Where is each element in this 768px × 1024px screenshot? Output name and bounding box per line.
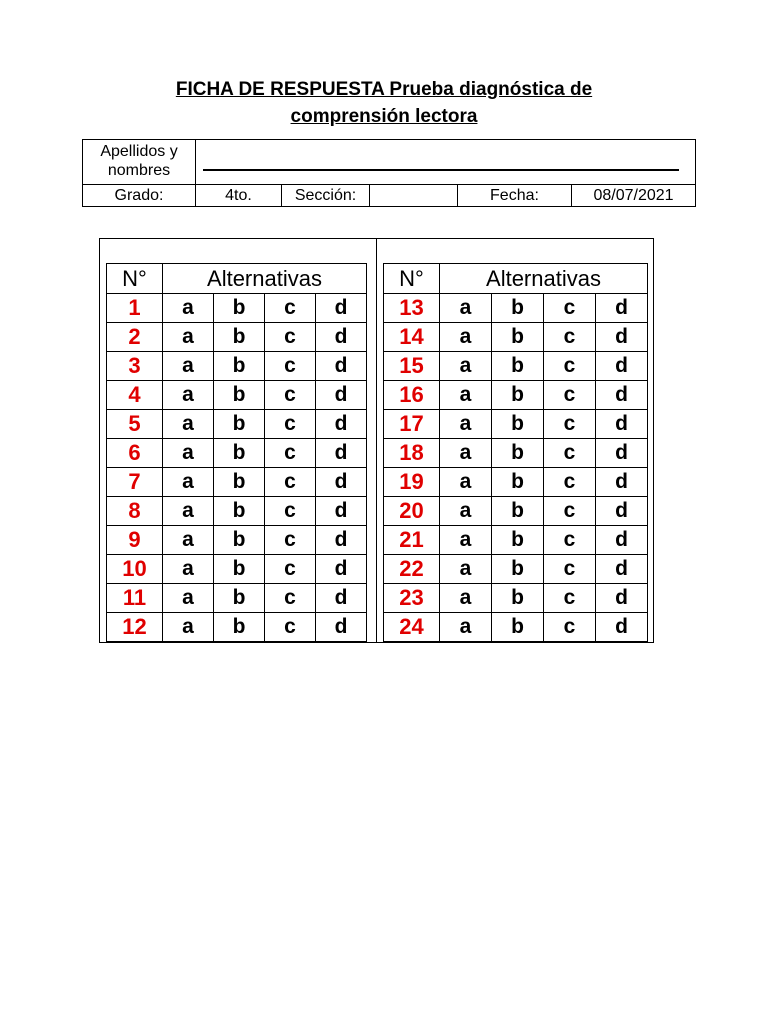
grade-label: Grado: <box>114 187 164 204</box>
option-a[interactable]: a <box>440 468 492 497</box>
option-b[interactable]: b <box>492 381 544 410</box>
option-b[interactable]: b <box>214 323 265 352</box>
option-b[interactable]: b <box>492 323 544 352</box>
question-row <box>107 497 367 526</box>
column-header-alternatives: Alternativas <box>440 264 648 294</box>
option-b[interactable]: b <box>492 613 544 642</box>
option-c[interactable]: c <box>265 410 316 439</box>
question-number: 5 <box>107 410 163 439</box>
title-line-2: comprensión lectora <box>290 106 478 127</box>
option-a[interactable]: a <box>163 294 214 323</box>
option-c[interactable]: c <box>544 613 596 642</box>
question-number: 1 <box>107 294 163 323</box>
question-row <box>384 294 648 323</box>
option-d[interactable]: d <box>596 352 648 381</box>
question-number: 16 <box>384 381 440 410</box>
question-number: 23 <box>384 584 440 613</box>
option-d[interactable]: d <box>596 584 648 613</box>
option-d[interactable]: d <box>596 294 648 323</box>
grid-header-row <box>107 264 367 294</box>
option-b[interactable]: b <box>492 468 544 497</box>
answer-grid-left <box>106 263 367 642</box>
option-a[interactable]: a <box>440 526 492 555</box>
option-d[interactable]: d <box>316 468 367 497</box>
question-row <box>107 381 367 410</box>
question-row <box>384 381 648 410</box>
option-b[interactable]: b <box>214 468 265 497</box>
option-d[interactable]: d <box>316 323 367 352</box>
option-b[interactable]: b <box>214 555 265 584</box>
date-value[interactable]: 08/07/2021 <box>593 187 674 204</box>
question-number: 6 <box>107 439 163 468</box>
answer-grid-right <box>383 263 648 642</box>
option-d[interactable]: d <box>596 381 648 410</box>
question-row <box>107 294 367 323</box>
question-number: 7 <box>107 468 163 497</box>
question-number: 8 <box>107 497 163 526</box>
question-number: 14 <box>384 323 440 352</box>
option-c[interactable]: c <box>265 497 316 526</box>
question-number: 22 <box>384 555 440 584</box>
option-b[interactable]: b <box>492 584 544 613</box>
question-number: 24 <box>384 613 440 642</box>
option-b[interactable]: b <box>492 294 544 323</box>
question-row <box>107 323 367 352</box>
option-b[interactable]: b <box>492 555 544 584</box>
question-row <box>107 468 367 497</box>
option-b[interactable]: b <box>214 381 265 410</box>
name-label: Apellidos y nombres <box>100 143 178 179</box>
option-d[interactable]: d <box>596 468 648 497</box>
question-number: 9 <box>107 526 163 555</box>
option-b[interactable]: b <box>214 584 265 613</box>
option-c[interactable]: c <box>265 294 316 323</box>
option-b[interactable]: b <box>492 526 544 555</box>
option-c[interactable]: c <box>544 468 596 497</box>
option-c[interactable]: c <box>265 439 316 468</box>
option-d[interactable]: d <box>316 613 367 642</box>
question-number: 13 <box>384 294 440 323</box>
option-a[interactable]: a <box>440 323 492 352</box>
question-row <box>107 439 367 468</box>
question-row <box>384 410 648 439</box>
question-number: 11 <box>107 584 163 613</box>
question-row <box>107 352 367 381</box>
question-number: 20 <box>384 497 440 526</box>
option-d[interactable]: d <box>316 555 367 584</box>
option-a[interactable]: a <box>440 381 492 410</box>
question-number: 21 <box>384 526 440 555</box>
column-header-number: N° <box>384 264 440 294</box>
option-c[interactable]: c <box>544 410 596 439</box>
option-a[interactable]: a <box>440 584 492 613</box>
option-d[interactable]: d <box>316 497 367 526</box>
option-b[interactable]: b <box>214 410 265 439</box>
question-row <box>107 613 367 642</box>
option-b[interactable]: b <box>214 439 265 468</box>
column-header-alternatives: Alternativas <box>163 264 367 294</box>
option-a[interactable]: a <box>440 439 492 468</box>
option-b[interactable]: b <box>214 352 265 381</box>
option-a[interactable]: a <box>163 526 214 555</box>
option-b[interactable]: b <box>492 497 544 526</box>
question-row <box>384 468 648 497</box>
section-value[interactable] <box>370 186 457 206</box>
question-row <box>107 526 367 555</box>
option-d[interactable]: d <box>596 526 648 555</box>
question-number: 12 <box>107 613 163 642</box>
question-row <box>384 352 648 381</box>
option-d[interactable]: d <box>596 497 648 526</box>
option-a[interactable]: a <box>163 613 214 642</box>
option-d[interactable]: d <box>316 294 367 323</box>
option-b[interactable]: b <box>492 410 544 439</box>
question-row <box>384 555 648 584</box>
option-d[interactable]: d <box>316 352 367 381</box>
option-d[interactable]: d <box>596 613 648 642</box>
option-a[interactable]: a <box>440 613 492 642</box>
option-c[interactable]: c <box>544 526 596 555</box>
option-c[interactable]: c <box>544 352 596 381</box>
option-a[interactable]: a <box>163 468 214 497</box>
option-b[interactable]: b <box>214 497 265 526</box>
option-b[interactable]: b <box>214 613 265 642</box>
option-a[interactable]: a <box>163 439 214 468</box>
option-a[interactable]: a <box>440 497 492 526</box>
option-c[interactable]: c <box>265 613 316 642</box>
question-number: 2 <box>107 323 163 352</box>
question-row <box>384 497 648 526</box>
option-c[interactable]: c <box>544 584 596 613</box>
question-number: 4 <box>107 381 163 410</box>
option-a[interactable]: a <box>163 323 214 352</box>
option-c[interactable]: c <box>265 468 316 497</box>
option-c[interactable]: c <box>544 323 596 352</box>
student-info-table <box>82 139 696 207</box>
option-a[interactable]: a <box>163 381 214 410</box>
option-a[interactable]: a <box>440 352 492 381</box>
option-d[interactable]: d <box>596 410 648 439</box>
question-row <box>384 613 648 642</box>
option-a[interactable]: a <box>440 555 492 584</box>
option-c[interactable]: c <box>265 323 316 352</box>
question-number: 10 <box>107 555 163 584</box>
question-row <box>384 439 648 468</box>
option-c[interactable]: c <box>544 497 596 526</box>
option-a[interactable]: a <box>163 352 214 381</box>
option-d[interactable]: d <box>316 381 367 410</box>
question-number: 19 <box>384 468 440 497</box>
question-row <box>107 555 367 584</box>
option-b[interactable]: b <box>492 352 544 381</box>
option-c[interactable]: c <box>265 584 316 613</box>
option-d[interactable]: d <box>596 439 648 468</box>
question-number: 15 <box>384 352 440 381</box>
option-c[interactable]: c <box>544 555 596 584</box>
option-c[interactable]: c <box>265 381 316 410</box>
title-line-1: FICHA DE RESPUESTA Prueba diagnóstica de <box>175 79 593 100</box>
option-c[interactable]: c <box>265 352 316 381</box>
question-number: 3 <box>107 352 163 381</box>
option-d[interactable]: d <box>596 323 648 352</box>
section-label: Sección: <box>294 187 357 204</box>
option-c[interactable]: c <box>544 294 596 323</box>
page-title <box>0 76 768 130</box>
question-number: 18 <box>384 439 440 468</box>
option-c[interactable]: c <box>544 381 596 410</box>
question-number: 17 <box>384 410 440 439</box>
option-a[interactable]: a <box>163 584 214 613</box>
question-row <box>384 584 648 613</box>
option-b[interactable]: b <box>214 526 265 555</box>
question-row <box>384 526 648 555</box>
option-a[interactable]: a <box>163 497 214 526</box>
option-d[interactable]: d <box>316 526 367 555</box>
option-a[interactable]: a <box>163 555 214 584</box>
question-row <box>107 584 367 613</box>
column-header-number: N° <box>107 264 163 294</box>
name-field[interactable] <box>203 169 679 171</box>
question-row <box>384 323 648 352</box>
grade-value[interactable]: 4to. <box>225 187 252 204</box>
option-a[interactable]: a <box>440 294 492 323</box>
question-row <box>107 410 367 439</box>
option-d[interactable]: d <box>596 555 648 584</box>
option-d[interactable]: d <box>316 439 367 468</box>
option-d[interactable]: d <box>316 584 367 613</box>
option-a[interactable]: a <box>440 410 492 439</box>
option-c[interactable]: c <box>544 439 596 468</box>
option-a[interactable]: a <box>163 410 214 439</box>
option-b[interactable]: b <box>214 294 265 323</box>
option-c[interactable]: c <box>265 526 316 555</box>
option-b[interactable]: b <box>492 439 544 468</box>
option-c[interactable]: c <box>265 555 316 584</box>
date-label: Fecha: <box>490 187 539 204</box>
option-d[interactable]: d <box>316 410 367 439</box>
grid-header-row <box>384 264 648 294</box>
answer-sheet <box>99 238 654 643</box>
